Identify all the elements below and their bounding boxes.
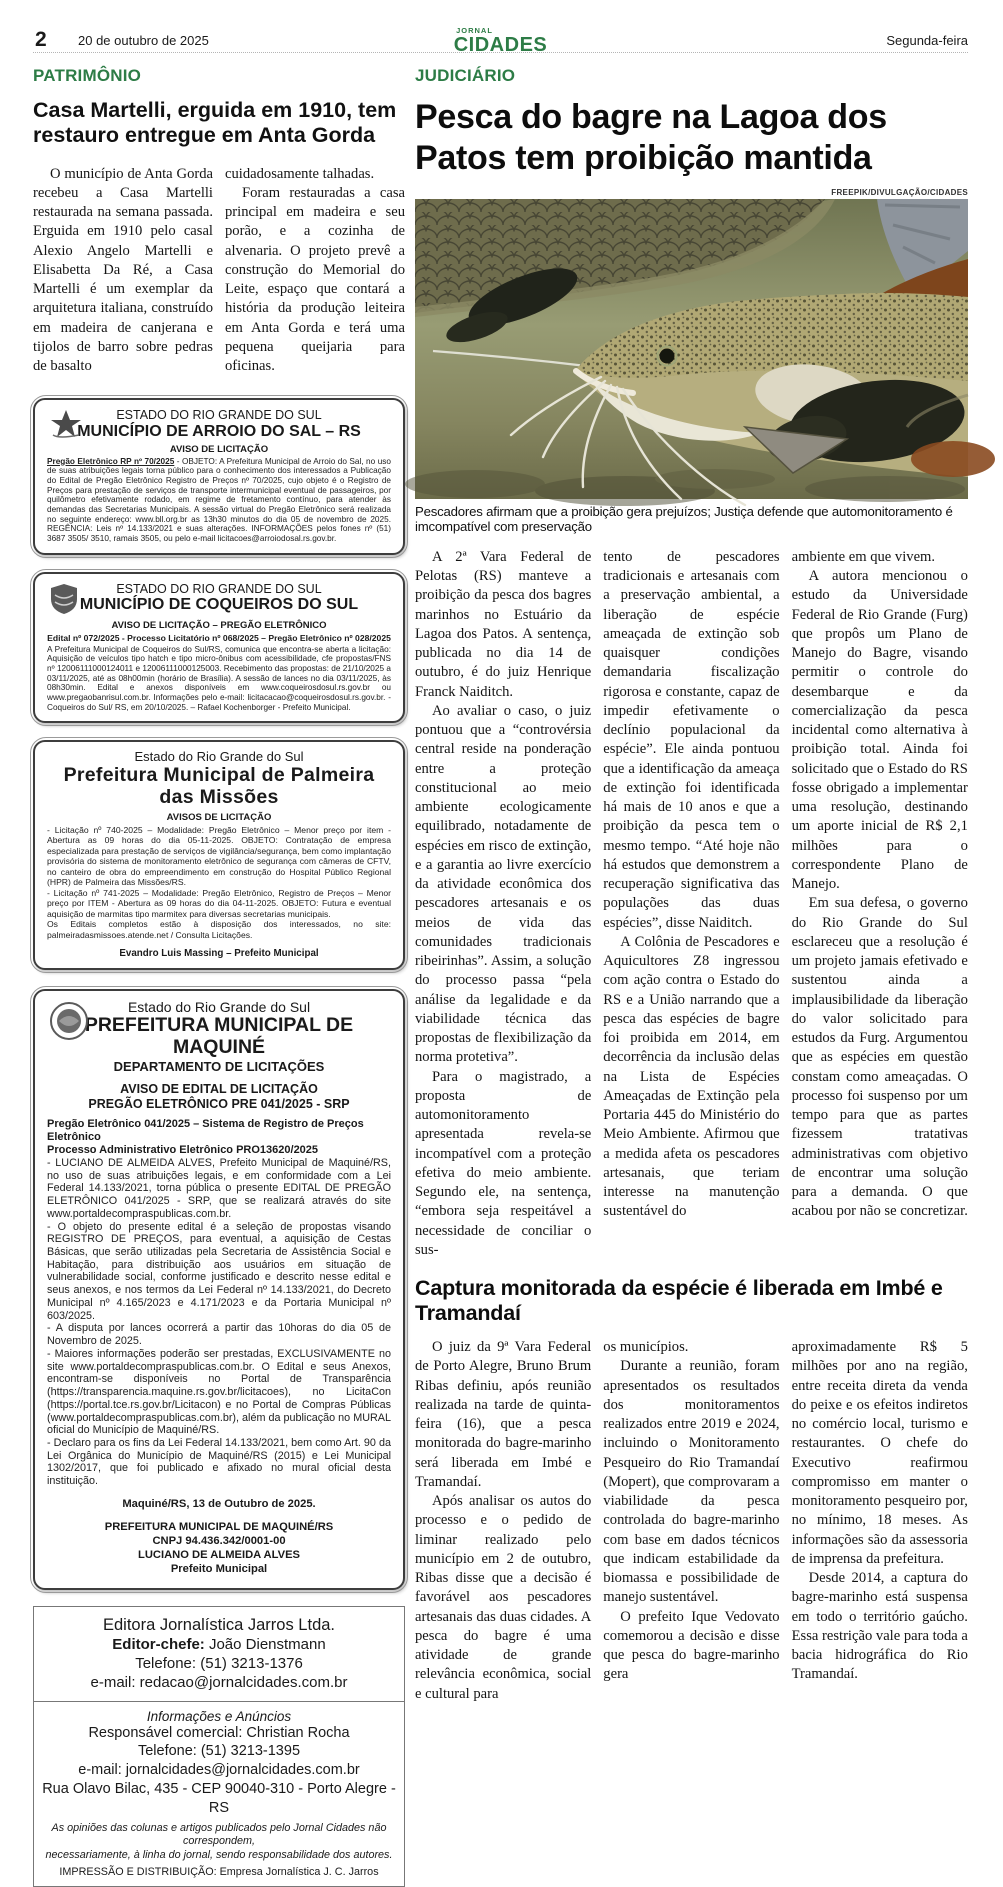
publisher-editor-label: Editor-chefe:	[112, 1635, 205, 1653]
page-number: 2	[35, 28, 47, 51]
logo-jornal-text: JORNAL	[456, 26, 493, 35]
judiciario-col2	[603, 548, 779, 1260]
coqueiros-body: A Prefeitura Municipal de Coqueiros do Sul/RS, comunica que encontra-se aberta a licitação: Aquisição de veículos tipo hatch e tipo micro-ônibus com acessibilidade, cfe propostas/FNS nº 12006111000124011 e 12006111000125003. Recebimento das propostas: de 21/10/2025 a 03/11/2025, até as 08h00min (horário de Brasília). A sessão de lances no dia 03/11/2025, às 08h30min. Edital e anexos disponíveis em www.coqueirosdosul.rs.gov.br ou www.pregaobanrisul.com.br. Informações pelo e-mail: licitacacao@coqueirosdosul.rs.gov.br. - Coqueiros do Sul/ RS, em 20/10/2025. – Rafael Kochenborger - Prefeito Municipal.	[47, 644, 391, 712]
masthead-divider	[33, 52, 968, 53]
publisher-email1: e-mail: redacao@jornalcidades.com.br	[90, 1674, 348, 1692]
paragraph: - Declaro para os fins da Lei Federal 14.133/2021, bem como Art. 90 da Lei Orgânica do Município de Maquiné/RS (2015) e Lei Municipal 1302/2017, que foi publicado e afixado no mural oficial desta instituição.	[47, 1437, 391, 1488]
photo-caption: Pescadores afirmam que a proibição gera prejuízos; Justiça defende que automonitoramento é imcompatível com preservação	[415, 503, 953, 534]
publisher-email2: e-mail: jornalcidades@jornalcidades.com.br	[78, 1762, 360, 1779]
patrimonio-col2	[225, 165, 405, 377]
catfish-photo	[415, 199, 968, 499]
paragraph: - Licitação nº 741-2025 – Modalidade: Pregão Eletrônico, Registro de Preços – Menor preço por ITEM - Abertura as 09 horas do dia 04-11-2025. OBJETO: Futura e eventual aquisição de marmitas tipo marmitex para diversas secretarias municipais.	[47, 887, 391, 919]
publisher-printing: IMPRESSÃO E DISTRIBUIÇÃO: Empresa Jornalística J. C. Jarros	[59, 1866, 379, 1879]
paragraph: O juiz da 9ª Vara Federal de Porto Alegre, Bruno Brum Ribas definiu, após reunião realizada na tarde de quinta-feira (16), que a pesca monitorada do bagre-marinho será liberada em Imbé e Tramandaí.	[415, 1339, 592, 1490]
arroio-municipality: MUNICÍPIO DE ARROIO DO SAL – RS	[77, 422, 361, 440]
maquine-body	[47, 1157, 391, 1488]
publisher-name: Editora Jornalística Jarros Ltda.	[102, 1615, 336, 1634]
judiciario-col3	[792, 548, 968, 1260]
publisher-commercial: Responsável comercial: Christian Rocha	[88, 1724, 350, 1741]
patrimonio-col1	[33, 165, 213, 377]
patrimonio-headline: Casa Martelli, erguida em 1910, tem restauro entregue em Anta Gorda	[33, 98, 397, 148]
palmeira-subtitle: AVISOS DE LICITAÇÃO	[166, 811, 272, 823]
sub-article-body	[415, 1338, 968, 1704]
maquine-municipality: PREFEITURA MUNICIPAL DE MAQUINÉ	[84, 1014, 354, 1059]
publisher-bottom	[34, 1702, 404, 1887]
notice-arroio-do-sal	[33, 398, 405, 554]
paragraph: - LUCIANO DE ALMEIDA ALVES, Prefeito Municipal de Maquiné/RS, no uso de suas atribuições legais, e em conformidade com a Lei Federal 14.133/2021, torna pública o presente EDITAL DE PREGÃO ELETRÔNICO 041/2025 - SRP, que se realizará através do site www.portaldecompraspublicas.com.br.	[47, 1156, 391, 1220]
maquine-lead-line1: Pregão Eletrônico 041/2025 – Sistema de Registro de Preços Eletrônico	[47, 1117, 364, 1143]
paragraph: Desde 2014, a captura do bagre-marinho está suspensa em todo o território gaúcho. Essa restrição vale para toda a bacia hidrográfica do Rio Tramandaí.	[791, 1570, 968, 1683]
notice-palmeira	[33, 740, 405, 970]
weekday-label: Segunda-feira	[886, 33, 968, 48]
paragraph: - Licitação nº 740-2025 – Modalidade: Pregão Eletrônico – Menor preço por item - Abertura as 09 horas do dia 05-11-2025. OBJETO: Contratação de empresa especializada para prestação de serviços de vigilância/segurança, bem como implantação provisória do sistema de monitoramento eletrônico de segurança com câmeras de CFTV, no canteiro de obra do empreendimento em construção do Hospital Público Regional (HPR) de Palmeira das Missões/RS.	[47, 824, 391, 888]
publisher-top	[34, 1607, 404, 1702]
palmeira-state: Estado do Rio Grande do Sul	[134, 749, 304, 765]
palmeira-municipality: Prefeitura Municipal de Palmeira das Missões	[63, 764, 375, 809]
masthead	[33, 26, 968, 54]
maquine-aviso-line2: PREGÃO ELETRÔNICO PRE 041/2025 - SRP	[88, 1096, 350, 1111]
paragraph: ambiente em que vivem.	[791, 548, 936, 565]
maquine-department: DEPARTAMENTO DE LICITAÇÕES	[113, 1058, 325, 1074]
publisher-disclaimer	[42, 1822, 396, 1862]
paragraph: Após analisar os autos do processo e o pedido de liminar realizado pelo município em 2 de outubro, Ribas disse que a decisão é favorável aos pescadores artesanais das duas cidades. A pesca do bagre é uma atividade de grande relevância econômica, social e cultural para	[415, 1493, 592, 1702]
publisher-editor	[44, 1635, 394, 1654]
publisher-phone2: Telefone: (51) 3213-1395	[137, 1743, 301, 1760]
maquine-sign-role: Prefeito Municipal	[170, 1562, 268, 1575]
paragraph: Os Editais completos estão à disposição dos interessados, no site: palmeiradasmissoes.atende.net / Consulta Licitações.	[47, 919, 391, 940]
coqueiros-edital-line: Edital nº 072/2025 - Processo Licitatório nº 068/2025 – Pregão Eletrônico nº 028/2025	[47, 632, 391, 643]
section-patrimonio: PATRIMÔNIO	[33, 66, 142, 85]
arroio-crest-icon	[49, 409, 83, 444]
newspaper-logo	[33, 26, 968, 55]
paragraph: A Colônia de Pescadores e Aquicultores Z8 ingressou com ação contra o Estado do RS e a União narrando que a pesca das espécies de bagre foi proibida em 2014, em decorrência da inclusão delas na Lista de Espécies Ameaçadas de Extinção pela Portaria 445 do Ministério do Meio Ambiente. Afirmou que a medida afeta os pescadores artesanais, que teriam interesse na manutenção sustentável do	[603, 933, 780, 1220]
maquine-sign-name: LUCIANO DE ALMEIDA ALVES	[137, 1548, 300, 1561]
paragraph: tento de pescadores tradicionais e artesanais com a preservação ambiental, a liberação de espécie ameaçada de extinção sob quaisquer condições demandaria fiscalização rigorosa e constante, capaz de impedir efetivamente o declínio populacional da espécie”. Ele ainda pontuou que a identificação da ameaça de extinção foi identificada há mais de 10 anos e que a proibição da pesca tem o mesmo tempo. “Até hoje não há estudos que demonstrem a recuperação significativa das populações das duas espécies”, disse Naiditch.	[603, 548, 780, 931]
arroio-subtitle: AVISO DE LICITAÇÃO	[169, 443, 269, 455]
notice-maquine	[33, 989, 405, 1590]
maquine-lead-line2: Processo Administrativo Eletrônico PRO13620/2025	[47, 1143, 319, 1156]
sub-article-col3	[792, 1338, 968, 1704]
logo-cidades-text: CIDADES	[453, 34, 548, 56]
paragraph: Em sua defesa, o governo do Rio Grande do Sul esclareceu que a resolução é um projeto jamais efetivado e sustentou ainda a implausibilidade da liberação do valor solicitado para estudos da Furg. Argumentou que as espécies em questão constam como ameaçadas. O processo foi suspenso por um tempo para que as partes fizessem tratativas administrativas com objetivo de encontrar uma solução para a demanda. O que acabou por não se concretizar.	[791, 895, 968, 1220]
paragraph: aproximadamente R$ 5 milhões por ano na região, entre receita direta da venda do peixe e os efeitos indiretos no comércio local, turismo e restaurantes. O chefe do Executivo reafirmou compromisso em manter o monitoramento pesqueiro por, no mínimo, 18 meses. As informações são da assessoria de imprensa da prefeitura.	[791, 1339, 968, 1567]
judiciario-body	[415, 548, 968, 1260]
maquine-date-line: Maquiné/RS, 13 de Outubro de 2025.	[122, 1497, 316, 1510]
publisher-phone1: Telefone: (51) 3213-1376	[135, 1655, 303, 1673]
paragraph: Para o magistrado, a proposta de automonitoramento apresentada revela-se incompatível com a proteção efetiva do meio ambiente. Segundo ele, na sentença, “embora seja respeitável a necessidade de conciliar o sus-	[415, 1068, 592, 1258]
judiciario-col1	[415, 548, 591, 1260]
notice-coqueiros-do-sul	[33, 572, 405, 724]
paragraph: Ao avaliar o caso, o juiz pontuou que a “controvérsia central reside na ponderação entre a proteção constitucional ao meio ambiente ecologicamente equilibrado, notadamente de espécies em risco de extinção, e a garantia ao livre exercício da atividade econômica dos pescadores artesanais e os meios de vida das comunidades tradicionais ribeirinhas”. Assim, a solução do processo passa “pela análise da legalidade e da viabilidade técnica das propostas de flexibilização da norma protetiva”.	[415, 702, 592, 1066]
maquine-crest-icon	[49, 1000, 89, 1047]
publisher-editor-name: João Dienstmann	[204, 1635, 326, 1653]
coqueiros-subtitle: AVISO DE LICITAÇÃO – PREGÃO ELETRÔNICO	[111, 619, 327, 631]
coqueiros-state: ESTADO DO RIO GRANDE DO SUL	[116, 581, 322, 596]
edition-date: 20 de outubro de 2025	[78, 33, 209, 48]
maquine-sign-cnpj: CNPJ 94.436.342/0001-00	[152, 1534, 286, 1547]
paragraph: O município de Anta Gorda recebeu a Casa Martelli restaurada na semana passada. Erguida em 1910 pelo casal Alexio Angelo Martelli e Elisabetta Da Ré, a Casa Martelli é um exemplar da arquitetura italiana, construído em madeira de canjerana e tijolos de barro sobre pedras de basalto	[33, 165, 213, 375]
publisher-address: Rua Olavo Bilac, 435 - CEP 90040-310 - Porto Alegre - RS	[42, 1781, 396, 1816]
paragraph: A autora mencionou o estudo da Universidade Federal de Rio Grande (Furg) que propôs um Plano de Manejo do Bagre, visando permitir o controle do desembarque e da comercialização da pesca incidental como alternativa à proibição total. Ainda foi solicitado que o Estado do RS fosse obrigado a implementar uma resolução, destinando um aporte inicial de R$ 2,1 milhões para o correspondente Plano de Manejo.	[791, 568, 968, 893]
publisher-info-title: Informações e Anúncios	[146, 1708, 292, 1724]
maquine-sign-entity: PREFEITURA MUNICIPAL DE MAQUINÉ/RS	[104, 1520, 334, 1533]
paragraph: - O objeto do presente edital é a seleção de propostas visando REGISTRO DE PREÇOS, para eventual, a aquisição de Cestas Básicas, que serão utilizadas pela Secretaria de Assistência Social e Habitação, para distribuição aos usuários em situação de vulnerabilidade social, conforme justificado e descrito nesse edital e seus anexos, e nos termos da Lei Federal nº 14.133/2021, do Decreto Municipal nº 4.165/2023 e 4.171/2023 e da Portaria Municipal nº 603/2025.	[47, 1220, 391, 1322]
sub-article-col2	[603, 1338, 779, 1704]
arroio-body-text: - OBJETO: A Prefeitura Municipal de Arroio do Sal, no uso de suas atribuições legais torna público para o conhecimento dos interessados a Publicação do Edital de Pregão Eletrônico Registro de Preços nº 70/2025, cujo objeto é o Registro de Preços para prestação de serviços de transporte intermunicipal eventual de passageiros, por quilômetro efetivamente rodado, em regime de fretamento contínuo, para atender às demandas das Secretarias Municipais. A sessão virtual do Pregão Eletrônico será realizada no seguinte endereço: www.bll.org.br as 13h30 minutos do dia 05 de novembro de 2025. REGÊNCIA: Leis nº 14.133/2021 e suas alterações. INFORMAÇÕES pelos fones nº (51) 3687 3505/ 3510, ramais 3505, ou pelo e-mail licitacoes@arroiodosal.rs.gov.br.	[47, 456, 391, 543]
sub-article-col1	[415, 1338, 591, 1704]
paragraph: O prefeito Ique Vedovato comemorou a decisão e disse que pesca do bagre-marinho gera	[603, 1608, 780, 1683]
maquine-aviso-line1: AVISO DE EDITAL DE LICITAÇÃO	[120, 1081, 318, 1096]
paragraph: Foram restauradas a casa principal em madeira e seu porão, e a cozinha de alvenaria. O projeto prevê a construção do Memorial do Leite, espaço que contará a história da produção leiteira em Anta Gorda e terá uma pequena queijaria para oficinas.	[225, 184, 405, 375]
paragraph: A 2ª Vara Federal de Pelotas (RS) manteve a proibição da pesca dos bagres marinhos no Estuário da Lagoa dos Patos. A sentença, publicada no dia 14 de outubro, é do juiz Henrique Franck Naiditch.	[415, 548, 592, 700]
arroio-body	[47, 457, 391, 544]
section-judiciario: JUDICIÁRIO	[415, 66, 516, 85]
publisher-disclaimer-line1: As opiniões das colunas e artigos publicados pelo Jornal Cidades não correspondem,	[51, 1821, 387, 1848]
maquine-state: Estado do Rio Grande do Sul	[127, 999, 311, 1016]
publisher-disclaimer-line2: necessariamente, à linha do jornal, sendo responsabilidade dos autores.	[45, 1848, 393, 1861]
palmeira-signature: Evandro Luis Massing – Prefeito Municipal	[119, 948, 319, 960]
paragraph: - Maiores informações poderão ser prestadas, EXCLUSIVAMENTE no site www.portaldecompraspublicas.com.br. O Edital e seus Anexos, encontram-se disponíveis no Portal de Transparência (https://transparencia.maquine.rs.gov.br/licitacoes), no LicitaCon (https://portal.tce.rs.gov.br/Licitacon) e no Portal de Compras Públicas (www.portaldecompraspublicas.com.br), além da publicação no MURAL oficial do Município de Maquiné/RS.	[47, 1347, 391, 1437]
sub-article-headline: Captura monitorada da espécie é liberada em Imbé e Tramandaí	[415, 1276, 943, 1326]
coqueiros-crest-icon	[49, 583, 79, 620]
paragraph: os municípios.	[603, 1339, 689, 1356]
right-column	[415, 66, 968, 1704]
arroio-lead: Pregão Eletrônico RP nº 70/2025	[47, 456, 175, 466]
coqueiros-municipality: MUNICÍPIO DE COQUEIROS DO SUL	[79, 595, 359, 613]
paragraph: cuidadosamente talhadas.	[225, 165, 375, 182]
arroio-state: ESTADO DO RIO GRANDE DO SUL	[116, 408, 322, 423]
palmeira-body	[47, 825, 391, 940]
paragraph: - A disputa por lances ocorrerá a partir das 10horas do dia 05 de Novembro de 2025.	[47, 1322, 391, 1348]
publisher-box	[33, 1606, 405, 1887]
maquine-lead	[47, 1118, 391, 1157]
maquine-aviso-title	[47, 1082, 391, 1112]
photo-credit: FREEPIK/DIVULGAÇÃO/CIDADES	[831, 187, 968, 197]
paragraph: Durante a reunião, foram apresentados os resultados dos monitoramentos realizados entre 2019 e 2024, incluindo o Monitoramento Pesqueiro do Rio Tramandaí (Mopert), que comprovaram a viabilidade da pesca controlada do bagre-marinho com base em dados técnicos que indicam estabilidade da biomassa e possibilidade de manejo sustentável.	[603, 1358, 780, 1606]
judiciario-headline: Pesca do bagre na Lagoa dos Patos tem proibição mantida	[415, 98, 887, 178]
patrimonio-body	[33, 165, 405, 377]
left-column	[33, 66, 405, 1887]
maquine-signature-block	[47, 1520, 391, 1576]
